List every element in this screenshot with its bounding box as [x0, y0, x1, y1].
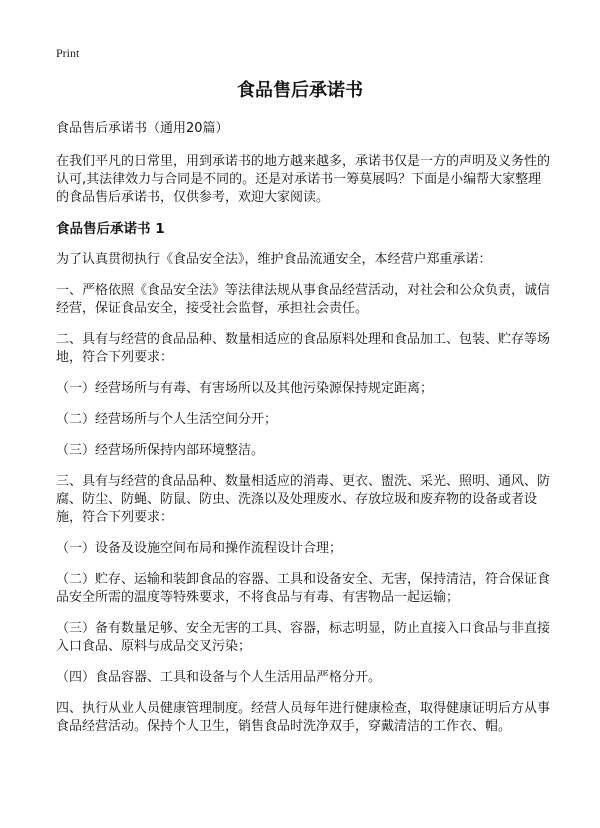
paragraph-item-2-sub-3: （三）经营场所保持内部环境整洁。: [56, 443, 265, 458]
paragraph-item-3-sub-3: （三）备有数量足够、安全无害的工具、容器，标志明显，防止直接入口食品与非直接入口食品、原料与成品交叉污染；: [56, 621, 551, 654]
section-heading: 食品售后承诺书 1: [56, 221, 165, 237]
document-title: 食品售后承诺书: [237, 80, 363, 101]
paragraph-item-3-sub-4: （四）食品容器、工具和设备与个人生活用品严格分开。: [56, 670, 382, 685]
paragraph-item-2: 二、具有与经营的食品品种、数量相适应的食品原料处理和食品加工、包装、贮存等场地，符合下列要求：: [56, 332, 551, 365]
paragraph-item-3-sub-2: （二）贮存、运输和装卸食品的容器、工具和设备安全、无害，保持清洁，符合保证食品安全所需的温度等特殊要求，不将食品与有毒、有害物品一起运输；: [56, 572, 551, 605]
document-body: [56, 120, 550, 749]
document-subtitle: 食品售后承诺书（通用20篇）: [56, 121, 229, 136]
paragraph-item-4: 四、执行从业人员健康管理制度。经营人员每年进行健康检查，取得健康证明后方从事食品经营活动。保持个人卫生，销售食品时洗净双手，穿戴清洁的工作衣、帽。: [56, 701, 551, 734]
paragraph-item-3: 三、具有与经营的食品品种、数量相适应的消毒、更衣、盥洗、采光、照明、通风、防腐、防尘、防蝇、防鼠、防虫、洗涤以及处理废水、存放垃圾和废弃物的设备或者设施，符合下列要求：: [56, 474, 551, 525]
paragraph-item-2-sub-2: （二）经营场所与个人生活空间分开；: [56, 412, 278, 427]
print-link[interactable]: Print: [56, 46, 80, 60]
paragraph-item-1: 一、严格依照《食品安全法》等法律法规从事食品经营活动，对社会和公众负责，诚信经营，保证食品安全，接受社会监督，承担社会责任。: [56, 283, 551, 316]
paragraph-item-3-sub-1: （一）设备及设施空间布局和操作流程设计合理；: [56, 541, 343, 556]
intro-paragraph: 在我们平凡的日常里，用到承诺书的地方越来越多，承诺书仅是一方的声明及义务性的认可,其法律效力与合同是不同的。还是对承诺书一筹莫展吗？下面是小编帮大家整理的食品售后承诺书，仅供参考，欢迎大家阅读。: [56, 154, 551, 205]
paragraph-commitment-intro: 为了认真贯彻执行《食品安全法》，维护食品流通安全，本经营户郑重承诺：: [56, 252, 492, 267]
paragraph-item-2-sub-1: （一）经营场所与有毒、有害场所以及其他污染源保持规定距离；: [56, 381, 434, 396]
